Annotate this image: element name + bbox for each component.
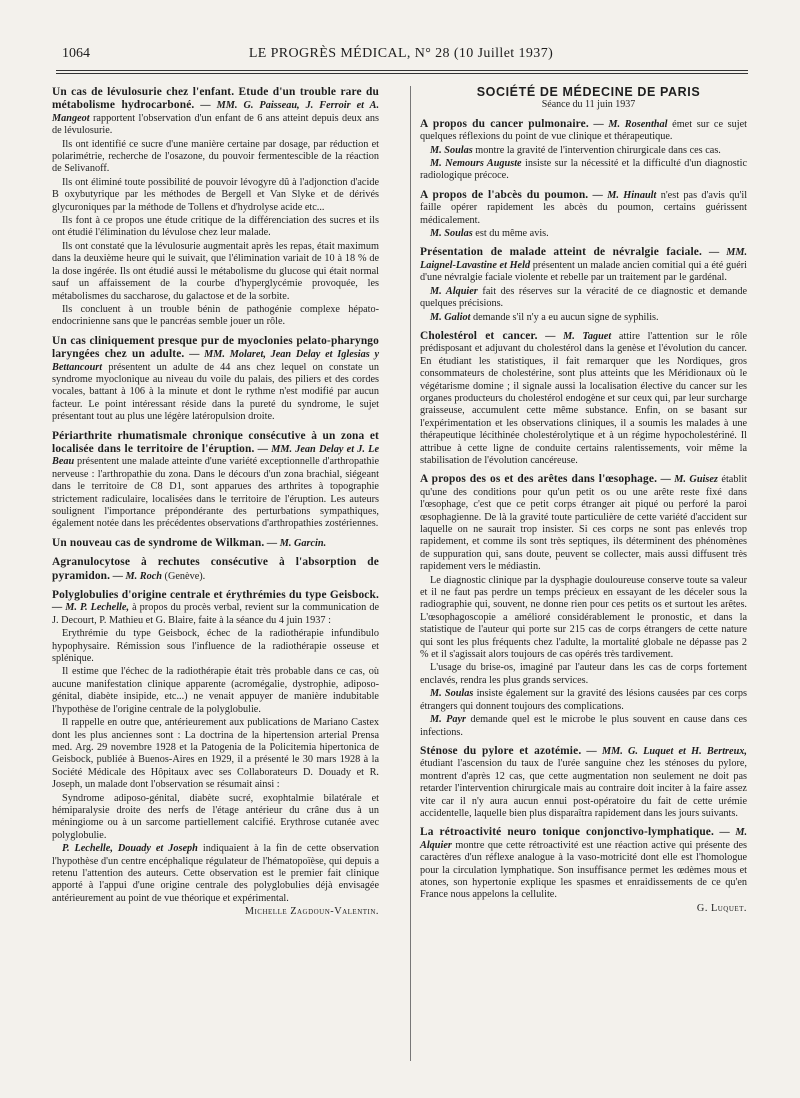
article-text: insiste sur la nécessité et la difficulté d'un diagnostic radiologique précoce. — [420, 158, 747, 182]
article-paragraph: Ils font à ce propos une étude critique de la différenciation des sucres et ils ont étudié l'élimination du lévulose chez leur malade. — [52, 215, 379, 239]
article-agranulocytose — [52, 556, 379, 583]
article-title: Cholestérol et cancer. — [420, 329, 538, 342]
article-text: attire l'attention sur le rôle prédisposant et adjuvant du cholestérol dans la genèse et l'évolution du cancer. En étudiant les statistiques, il fait remarquer que les Nordiques, gros consommateurs de cholestérine, sont plus atteints que les Méridionaux où le végétarisme domine ; il signale aussi la localisation élective du cancer sur les organes producteurs du cholestérol endogène et sur ceux qui, par leur surcharge graisseuse, accumulent cette même substance. Enfin, on se basant sur l'expérimentation et les observations cliniques, il a soumis les malades à une thérapeutique lécithinée cholestérolytique et à un régime hypocholestériné. Il attribue à cette ligne de conduite certains ralentissements, voir même la stabilisation de l'évolution cancéreuse. — [420, 330, 747, 466]
article-retroactivite — [420, 826, 747, 915]
speaker-name: M. Galiot — [430, 311, 471, 323]
speaker-name: M. Nemours Auguste — [430, 158, 522, 170]
journal-title: LE PROGRÈS MÉDICAL, N° 28 (10 Juillet 1937) — [248, 46, 554, 61]
page-header — [56, 46, 746, 66]
article-title: A propos du cancer pulmonaire. — [420, 117, 589, 130]
article-text: émet sur ce sujet quelques réflexions du point de vue clinique et thérapeutique. — [420, 118, 748, 143]
article-myoclonies — [52, 335, 379, 424]
article-text: rapportent l'observation d'un enfant de 6 ans atteint depuis deux ans de lévulosurie. — [52, 112, 380, 137]
article-text: fait des réserves sur la véracité de ce diagnostic et demande quelques précisions. — [420, 285, 747, 310]
article-paragraph: Ils ont identifié ce sucre d'une manière certaine par dosage, par réduction et polarimétrie, recherche de l'osazone, du pouvoir fermentescible de la réaction de Selivanoff. — [52, 138, 379, 175]
article-text: est du même avis. — [475, 228, 549, 240]
article-authors: — M. Garcin. — [266, 537, 327, 549]
article-text: établit qu'une des conditions pour qu'un petit os ou une arête reste fixé dans l'œsophage, c'est que ce petit corps étranger ait piqué ou perforé la paroi œsophagienne. De là la gravité toute particulière de cette variété d'accident sur laquelle on ne saurait trop insister. Si ces corps ne sont pas enlevés trop rapidement, et comme ils sont très septiques, ils déterminent des phénomènes de suppuration qui, sans doute, peuvent se collecter, mais aussi diffusent très rapidement vers le médiastin. — [420, 474, 748, 573]
article-authors: — MM. G. Luquet et H. Bertreux, — [586, 745, 747, 757]
article-authors: — M. Taguet — [545, 330, 612, 342]
article-cancer-pulmonaire — [420, 118, 747, 183]
article-paragraph: Syndrome adiposo-génital, diabète sucré, exophtalmie bilatérale et hémiparalysie droite des nerfs de l'étage antérieur du crâne dus à un méningiome ou à un sarcome partiellement calcifié. Erythrose cutanée avec polyglobulie. — [52, 792, 379, 841]
header-rule-thin — [56, 73, 748, 74]
society-heading: SOCIÉTÉ DE MÉDECINE DE PARIS — [476, 85, 701, 99]
article-text: montre que cette rétroactivité est une réaction active qui présente des caractères d'un réflexe analogue à la vaso-motricité dont elle est l'homologue pour la circulation lymphatique. Son insuffisance permet les œdèmes mous et atones, son hypertonie explique les spasmes et enraidissements de ce qu'en France nous appelons la cellulite. — [420, 839, 748, 901]
article-periarthrite — [52, 430, 379, 531]
article-text: montre la gravité de l'intervention chirurgicale dans ces cas. — [475, 144, 721, 156]
article-stenose-pylore — [420, 745, 747, 820]
article-paragraph: Il estime que l'échec de la radiothérapie était très probable dans ce cas, où aucune manifestation clinique apparente (acromégalie, dystrophie, adiposo-génital, diabète insipide, etc...) ne venait appuyer de manière indubitable l'hypothèse de l'origine centrale de la polyglobulie. — [52, 666, 379, 715]
article-paragraph: Erythrémie du type Geisbock, échec de la radiothérapie infundibulo hypophysaire. Rémission sous l'influence de la radiothérapie osseuse et splénique. — [52, 628, 379, 665]
article-authors: — M. Roch — [112, 570, 162, 582]
article-abces-poumon — [420, 189, 747, 241]
article-title: La rétroactivité neuro tonique conjonctivo-lymphatique. — [420, 826, 715, 839]
article-authors: — M. Alquier — [420, 827, 748, 851]
article-text: insiste également sur la gravité des lésions causées par ces corps étrangers qui donnent toujours des complications. — [420, 688, 747, 712]
article-paragraph: L'usage du brise-os, imaginé par l'auteur dans les cas de corps fortement enclavés, rendra les plus grands services. — [420, 662, 747, 686]
article-paragraph: Ils ont éliminé toute possibilité de pouvoir lévogyre dû à l'adjonction d'acide B oxybutyrique par les méthodes de Bergell et Van Slyke et de dérivés glycuroniques par la méthode de Tollens et d'hydrolyse acide etc... — [52, 176, 379, 213]
article-text: n'est pas d'avis qu'il faille opérer rapidement les abcès du poumon, certains guérissent médicalement. — [420, 189, 748, 226]
article-authors: — MM. Molaret, Jean Delay et Iglesias y Bettancourt — [52, 349, 379, 373]
article-text: présentent une malade atteinte d'une variété exceptionnelle d'arthropathie nerveuse : l'arthropathie du zona. Dans le décours d'un zona brachial, siégeant dans le territoire de C8 D1, sont apparues des arthrites à topographie strictement radiculaire, localisées dans le territoire de l'éruption. Les auteurs soulignent l'importance prépondérante des perturbations sympathiques, également notée dans les précédentes observations d'arthropathies zostériennes. — [52, 456, 379, 530]
article-authors: — M. Rosenthal — [593, 118, 668, 130]
article-authors: — MM. Laignel-Lavastine et Held — [420, 247, 748, 271]
article-title: Présentation de malade atteint de névralgie faciale. — [420, 246, 702, 259]
article-text: présentent un adulte de 44 ans chez lequel on constate un syndrome myoclonique au niveau du voile du palais, des piliers et des cordes vocales, battant à 106 à la minute et dont le rythme n'est modifié par aucun facteur. Le point intéressant réside dans la pureté du syndrome, le sujet présentant tout au plus une légère latéropulsion droite. — [52, 361, 380, 423]
left-column — [52, 86, 379, 920]
article-title: Sténose du pylore et azotémie. — [420, 744, 582, 757]
page-number: 1064 — [62, 46, 90, 61]
article-text: indiquaient à la fin de cette observation l'hypothèse d'un centre encéphalique régulateur de l'hématopoïèse, qui depuis a retenu l'attention des auteurs. Cette observation est le premier fait clinique apporté à l'appui d'une origine centrale des polyglobulies déjà envisagée antérieurement au point de vue théorique et expérimental. — [52, 843, 380, 904]
speaker-name: M. Alquier — [430, 285, 478, 297]
article-authors: — M. P. Lechelle, — [52, 602, 130, 614]
article-oesophage — [420, 473, 747, 739]
column-divider — [410, 86, 411, 1061]
article-authors: — MM. Jean Delay et J. Le Beau — [52, 443, 379, 468]
article-wilkman — [52, 537, 379, 550]
article-title: Un nouveau cas de syndrome de Wilkman. — [52, 536, 265, 549]
article-text: demande s'il n'y a eu aucun signe de syphilis. — [473, 311, 659, 323]
article-cholesterol — [420, 330, 747, 467]
article-text: (Genève). — [164, 570, 206, 582]
header-rule-thick — [56, 70, 748, 71]
article-authors: P. Lechelle, Douady et Joseph — [62, 843, 198, 855]
article-nevralgie — [420, 246, 747, 323]
article-title: Périarthrite rhumatismale chronique consécutive à un zona et localisée dans le territoire de l'éruption. — [52, 429, 379, 455]
article-text: présentent un malade ancien comitial qui a été guéri d'une névralgie faciale violente et rebelle par un traitement par le gardénal. — [420, 259, 748, 284]
article-title: Un cas cliniquement presque pur de myoclonies pelato-pharyngo laryngées chez un adulte. — [52, 334, 379, 361]
article-signature: Michelle Zagdoun-Valentin. — [244, 906, 379, 918]
article-title: Agranulocytose à rechutes consécutive à l'absorption de pyramidon. — [52, 556, 379, 582]
article-authors: — M. Hinault — [592, 189, 657, 201]
article-title: Polyglobulies d'origine centrale et érythrémies du type Geisbock. — [52, 589, 379, 602]
article-paragraph: Il rappelle en outre que, antérieurement aux publications de Mariano Castex dont les plus anciennes sont : La doctrina de la hipertension arterial Prensa med. Arg. 29 novembre 1928 et la Patogenia de la Policitemia hipertonica de Geisbock, publiée à Buenos-Aires en 1929, il a présenté le 30 mars 1928 à la Société Médicale des Hôpitaux avec ses Collaborateurs D. Douady et R. Joseph, un malade dont l'observation se résumait ainsi : — [52, 717, 379, 791]
session-date: Séance du 11 juin 1937 — [541, 99, 636, 111]
article-text: à propos du procès verbal, revient sur la communication de J. Decourt, P. Mathieu et G. Blaire, faite à la séance du 4 juin 1937 : — [52, 602, 379, 626]
article-authors: — M. Guisez — [660, 474, 718, 486]
article-paragraph: Ils concluent à un trouble bénin de pathogénie complexe hépato-endocrinienne sans que le pancréas semble jouer un rôle. — [52, 303, 379, 328]
article-paragraph: Ils ont constaté que la lévulosurie augmentait après les repas, était maximum dans la deuxième heure qui le suivait, que l'élimination variait de 10 à 18 % de la dose ingérée. Ils ont étudié aussi le métabolisme du glucose qui était normal sauf un affaissement de la courbe d'hyperglycémie provoquée, les métabolismes du saccharose, du galactose et de la sorbite. — [52, 240, 379, 302]
speaker-name: M. Soulas — [430, 228, 473, 240]
article-title: Un cas de lévulosurie chez l'enfant. Etude d'un trouble rare du métabolisme hydrocarboné. — [52, 86, 379, 112]
article-polyglobulies — [52, 589, 379, 919]
speaker-name: M. Payr — [430, 714, 467, 726]
article-signature: G. Luquet. — [696, 902, 747, 914]
article-text: demande quel est le microbe le plus souvent en cause dans ces infections. — [420, 714, 747, 738]
right-column — [420, 86, 747, 916]
article-authors: — MM. G. Paisseau, J. Ferroir et A. Mangeot — [52, 100, 380, 124]
speaker-name: M. Soulas — [430, 688, 474, 700]
speaker-name: M. Soulas — [430, 144, 473, 156]
article-text: étudiant l'ascension du taux de l'urée sanguine chez les sténoses du pylore, montrent d'après 12 cas, que cette augmentation non seulement ne doit pas retarder l'intervention chirurgicale mais au contraire doit inciter à la faire assez vite car il n'y aura aucun ennui post-opératoire du fait de cette urémie accidentelle, laquelle bien plus disparaîtra rapidement dans les jours suivants. — [420, 758, 747, 819]
article-paragraph: Le diagnostic clinique par la dysphagie douloureuse conserve toute sa valeur et il ne faut pas perdre un temps précieux en essayant de les déceler sous la radiographie qui, souvent, ne donne rien pour ces petits os et surtout les arêtes. L'œsophagoscopie a amélioré considérablement le pronostic, et dans la statistique de l'auteur qui porte sur 215 cas de corps étrangers de cette nature qui sont les plus fréquents chez l'adulte, la mortalité globale ne dépasse pas 2 % et il s'agissait alors toujours de cas opérés très tardivement. — [420, 574, 747, 661]
article-levulosurie — [52, 86, 379, 329]
article-title: A propos des os et des arêtes dans l'œsophage. — [420, 473, 658, 486]
article-title: A propos de l'abcès du poumon. — [420, 188, 589, 201]
